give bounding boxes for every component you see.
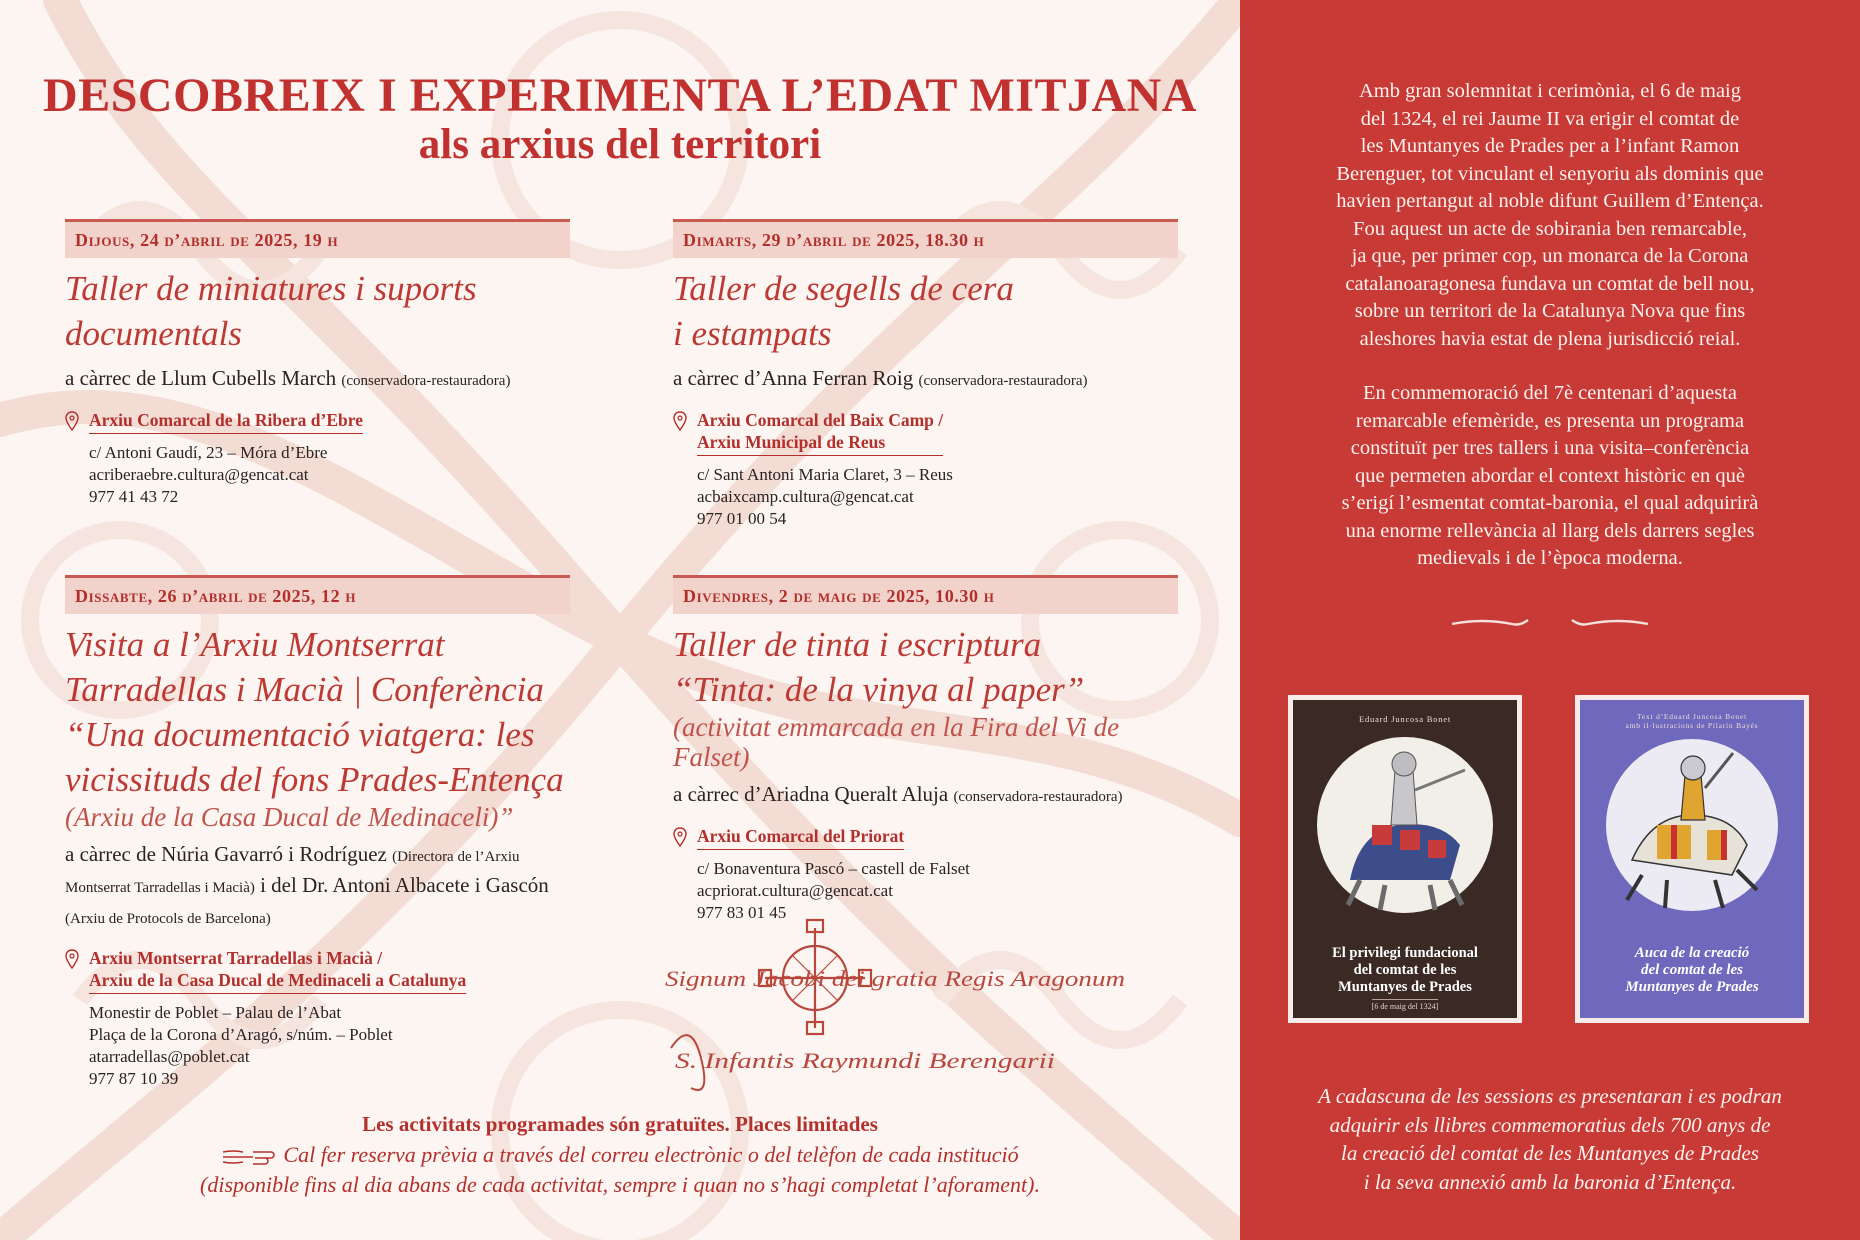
- location-pin-icon: [65, 411, 79, 431]
- reservation-note: [0, 1140, 1240, 1200]
- phone-number[interactable]: 977 87 10 39: [89, 1069, 179, 1088]
- flourish-divider-icon: [1450, 614, 1650, 634]
- address-line: c/ Antoni Gaudí, 23 – Móra d’Ebre: [89, 443, 328, 462]
- location-address: [697, 464, 1178, 530]
- location-name[interactable]: Arxiu Comarcal de la Ribera d’Ebre: [89, 409, 363, 434]
- event-date: Divendres, 2 de maig de 2025, 10.30 h: [673, 575, 1178, 614]
- signum-manuscript-image: [665, 918, 1135, 1098]
- event-title-line: Taller de miniatures i suports: [65, 269, 477, 308]
- location-pin-icon: [65, 949, 79, 969]
- event-speaker: [673, 364, 1178, 395]
- event-location: [65, 947, 570, 1090]
- event-title-line: documentals: [65, 314, 242, 353]
- speaker-role: (Arxiu de Protocols de Barcelona): [65, 911, 271, 927]
- intro-paragraph-1: Amb gran solemnitat i cerimònia, el 6 de maig del 1324, el rei Jaume II va erigir el comtat de les Muntanyes de Prades per a l’infant Ramon Berenguer, tot vinculant el senyoriu als dominis que havien pertangut al noble difunt Guillem d’Entença. Fou aquest un acte de sobirania ben remarcable, ja que, per primer cop, un monarca de la Corona catalanoaragonesa fundava un comtat de bell nou, sobre un territori de la Catalunya Nova que fins aleshores havia estat de plena jurisdicció reial.: [1336, 80, 1764, 350]
- location-name[interactable]: Arxiu Montserrat Tarradellas i Macià / Arxiu de la Casa Ducal de Medinaceli a Catalunya: [89, 947, 466, 994]
- page-title: DESCOBREIX I EXPERIMENTA L’EDAT MITJANA: [43, 69, 1197, 122]
- email-link[interactable]: acpriorat.cultura@gencat.cat: [697, 881, 893, 900]
- email-link[interactable]: acriberaebre.cultura@gencat.cat: [89, 465, 309, 484]
- phone-number[interactable]: 977 41 43 72: [89, 487, 179, 506]
- event-title-line: i estampats: [673, 314, 832, 353]
- event-subtitle: (Arxiu de la Casa Ducal de Medinaceli)”: [65, 802, 514, 832]
- event-title-line: Taller de segells de cera: [673, 269, 1014, 308]
- signum-text-line1: Signum Jacobi dei gratia Regis Aragonum: [665, 966, 1125, 991]
- books-note: A cadascuna de les sessions es presentaran i es podran adquirir els llibres commemoratius dels 700 anys de la creació del comtat de les Muntanyes de Prades i la seva annexió amb la baronia d’Entença.: [1318, 1084, 1782, 1194]
- address-line: c/ Sant Antoni Maria Claret, 3 – Reus: [697, 465, 953, 484]
- speaker-name: a càrrec de Llum Cubells March: [65, 366, 337, 390]
- book-title: El privilegi fundacional del comtat de les Muntanyes de Prades: [1332, 945, 1478, 995]
- speaker-name: a càrrec d’Anna Ferran Roig: [673, 366, 914, 390]
- book-date: [6 de maig del 1324]: [1293, 1002, 1517, 1011]
- reservation-line: (disponible fins al dia abans de cada activitat, sempre i quan no s’hagi completat l’aforament).: [200, 1172, 1040, 1197]
- info-panel: [1240, 0, 1860, 1240]
- address-line: Plaça de la Corona d’Aragó, s/núm. – Poblet: [89, 1025, 393, 1044]
- event-title-line: “Tinta: de la vinya al paper”: [673, 670, 1085, 709]
- event-subtitle: (activitat emmarcada en la Fira del Vi de Falset): [673, 712, 1120, 772]
- event-title-line: Taller de tinta i escriptura: [673, 625, 1042, 664]
- event-title: [673, 266, 1178, 356]
- speaker-name: i del Dr. Antoni Albacete i Gascón: [260, 873, 549, 897]
- event-date: Dijous, 24 d’abril de 2025, 19 h: [65, 219, 570, 258]
- reservation-line: Cal fer reserva prèvia a través del correu electrònic o del telèfon de cada institució: [283, 1142, 1019, 1167]
- phone-number[interactable]: 977 83 01 45: [697, 903, 787, 922]
- address-line: c/ Bonaventura Pascó – castell de Falset: [697, 859, 970, 878]
- event-card: [673, 575, 1178, 924]
- location-name[interactable]: Arxiu Comarcal del Baix Camp / Arxiu Municipal de Reus: [697, 409, 943, 456]
- event-title-line: vicissituds del fons Prades-Entença: [65, 760, 564, 799]
- event-card: [65, 219, 570, 508]
- event-title: [65, 266, 570, 356]
- event-title-line: Tarradellas i Macià | Conferència: [65, 670, 544, 709]
- pointing-hand-icon: [221, 1148, 275, 1166]
- address-line: Monestir de Poblet – Palau de l’Abat: [89, 1003, 342, 1022]
- intro-text: [1280, 78, 1820, 600]
- speaker-name: a càrrec d’Ariadna Queralt Aluja: [673, 782, 949, 806]
- event-card: [673, 219, 1178, 530]
- location-address: [89, 1002, 570, 1090]
- event-date: Dissabte, 26 d’abril de 2025, 12 h: [65, 575, 570, 614]
- book-cover-privilegi: [1288, 695, 1522, 1023]
- phone-number[interactable]: 977 01 00 54: [697, 509, 787, 528]
- intro-paragraph-2: En commemoració del 7è centenari d’aquesta remarcable efemèride, es presenta un programa constituït per tres tallers i una visita–conferència que permeten abordar el context històric en què s’erigí l’esmentat comtat-baronia, el qual adquirirà una enorme rellevància al llarg dels darrers segles medievals i de l’època moderna.: [1341, 382, 1759, 569]
- event-speaker: [673, 780, 1178, 811]
- page-subtitle: als arxius del territori: [418, 121, 822, 168]
- book-author: Eduard Juncosa Bonet: [1358, 714, 1451, 724]
- free-activities-note: Les activitats programades són gratuïtes. Places limitades: [362, 1112, 878, 1136]
- event-title: [673, 622, 1178, 712]
- event-title-line: “Una documentació viatgera: les: [65, 715, 535, 754]
- event-location: [673, 409, 1178, 530]
- event-date: Dimarts, 29 d’abril de 2025, 18.30 h: [673, 219, 1178, 258]
- location-pin-icon: [673, 827, 687, 847]
- speaker-name: a càrrec de Núria Gavarró i Rodríguez: [65, 842, 387, 866]
- signum-text-line2: S. Infantis Raymundi Berengarii: [675, 1048, 1055, 1073]
- knight-illustration: [1310, 730, 1500, 920]
- event-location: [673, 825, 1178, 924]
- event-title: [65, 622, 570, 802]
- location-address: [697, 858, 1178, 924]
- email-link[interactable]: acbaixcamp.cultura@gencat.cat: [697, 487, 914, 506]
- event-speaker: [65, 840, 570, 933]
- speaker-role: (conservadora-restauradora): [953, 789, 1123, 805]
- speaker-role: (conservadora-restauradora): [341, 373, 511, 389]
- event-location: [65, 409, 570, 508]
- event-speaker: [65, 364, 570, 395]
- event-title-line: Visita a l’Arxiu Montserrat: [65, 625, 445, 664]
- speaker-role: (conservadora-restauradora): [918, 373, 1088, 389]
- book-author: Text d’Eduard Juncosa Bonet amb il·lustracions de Pilarín Bayés: [1625, 712, 1759, 730]
- location-name[interactable]: Arxiu Comarcal del Priorat: [697, 825, 904, 850]
- location-pin-icon: [673, 411, 687, 431]
- location-address: [89, 442, 570, 508]
- email-link[interactable]: atarradellas@poblet.cat: [89, 1047, 250, 1066]
- book-title: Auca de la creació del comtat de les Muntanyes de Prades: [1625, 945, 1759, 995]
- book-cover-auca: [1575, 695, 1809, 1023]
- speaker-role: (Directora de l’Arxiu Montserrat Tarradellas i Macià): [65, 849, 520, 896]
- knight-cartoon-illustration: [1597, 730, 1787, 920]
- event-card: [65, 575, 570, 1090]
